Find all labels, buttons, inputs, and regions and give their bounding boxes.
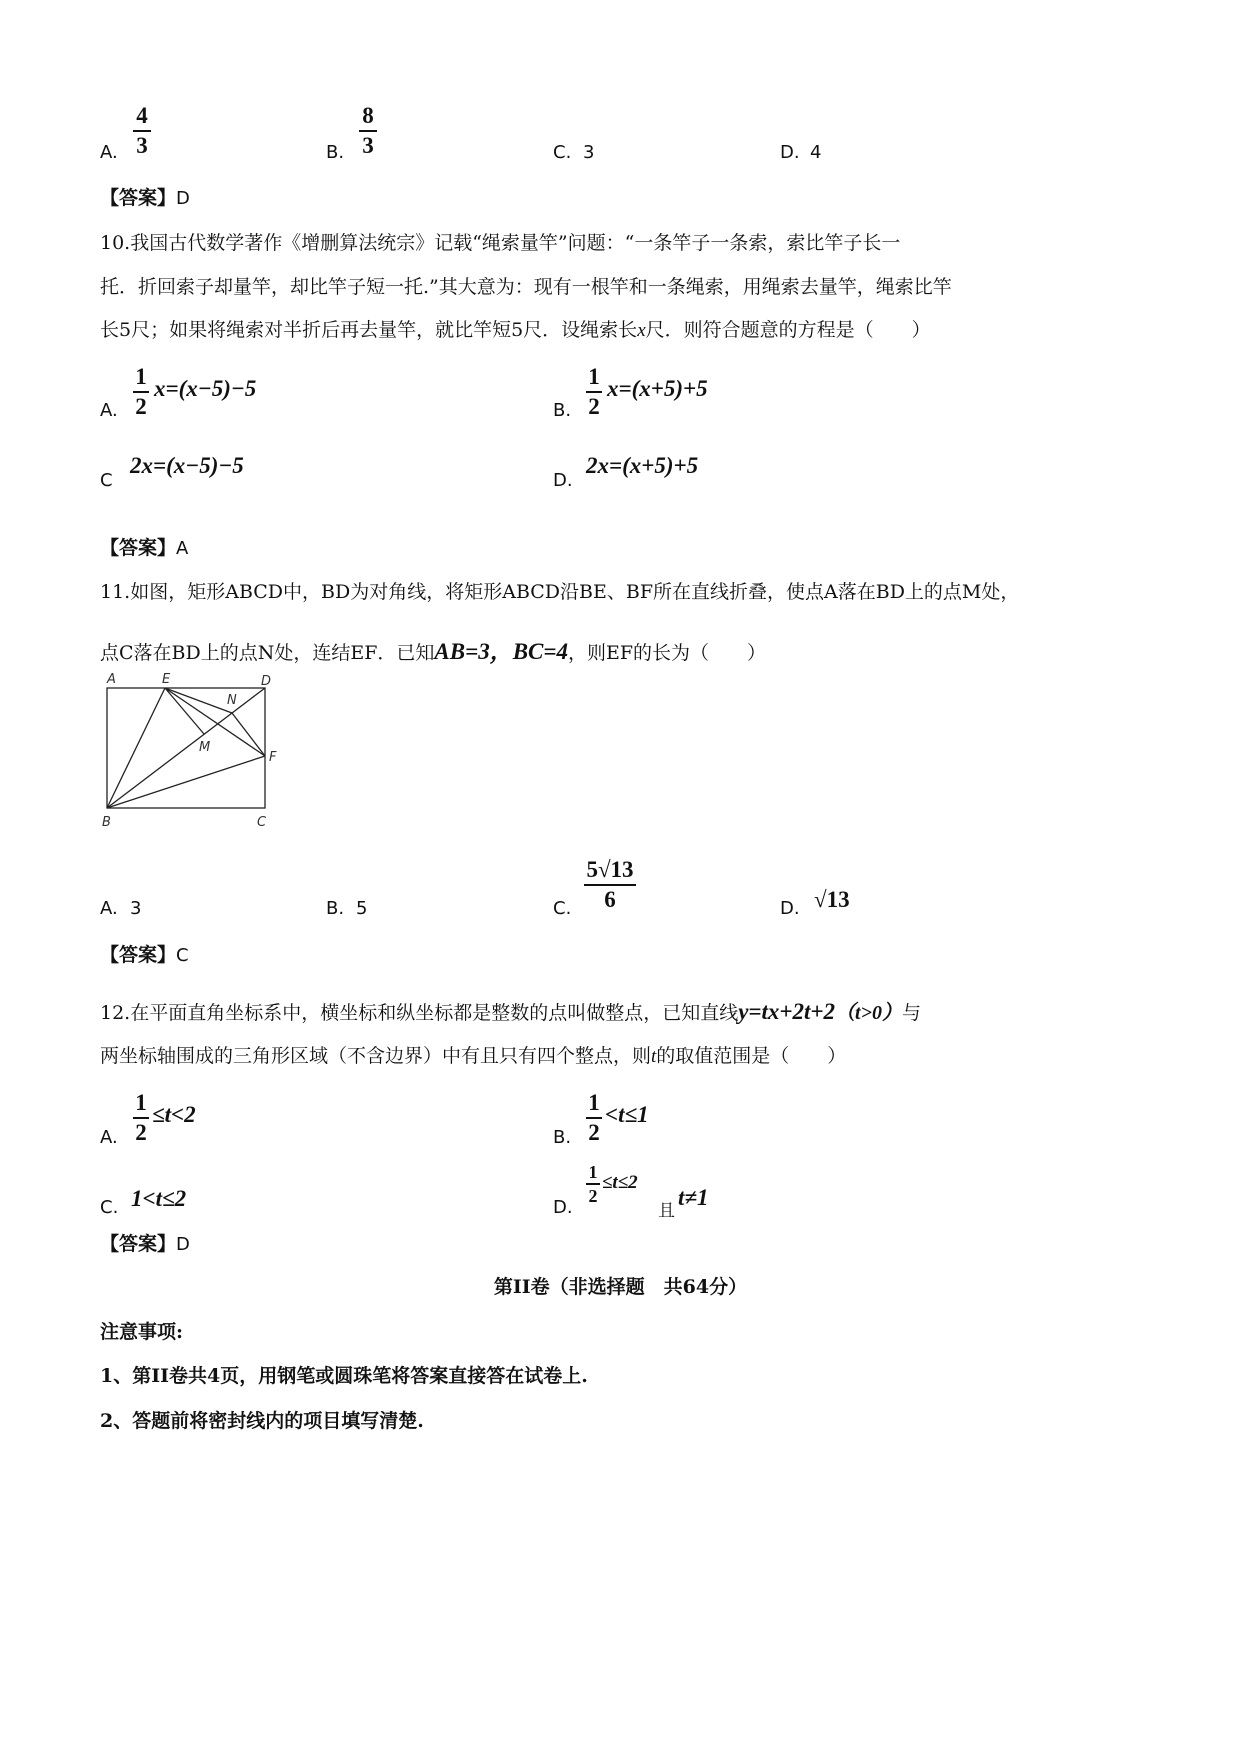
q9-option-a-label: A. — [100, 142, 118, 163]
q9-option-c-label: C. — [553, 142, 572, 163]
q9-option-c-value: 3 — [583, 142, 595, 163]
q12-answer: 【答案】D — [100, 1233, 190, 1255]
q11-option-a-label: A. — [100, 898, 118, 919]
q10-option-c-label: C — [100, 470, 113, 491]
q12-line-1: 12.在平面直角坐标系中，横坐标和纵坐标都是整数的点叫做整点，已知直线y=tx+2t+2（t>0）与 — [100, 999, 921, 1024]
q11-answer: 【答案】C — [100, 944, 189, 966]
figure-point-n: N — [227, 693, 237, 708]
q11-option-d-label: D. — [780, 898, 800, 919]
notes-title: 注意事项: — [100, 1321, 184, 1343]
figure-point-c: C — [257, 815, 267, 830]
q11-rectangle-figure — [98, 668, 298, 833]
q10-option-a-expr: x=(x−5)−5 — [154, 376, 257, 401]
note-2: 2、答题前将密封线内的项目填写清楚. — [100, 1410, 424, 1432]
q9-option-d-value: 4 — [810, 142, 822, 163]
q12-option-b-expr: <t≤1 — [605, 1102, 649, 1127]
q9-option-b-label: B. — [326, 142, 345, 163]
q12-option-d-label: D. — [553, 1197, 573, 1218]
figure-point-a: A — [107, 672, 116, 687]
q10-line-1: 10.我国古代数学著作《增删算法统宗》记载“绳索量竿”问题：“一条竿子一条索，索比竿子长一 — [100, 232, 901, 254]
q10-option-a-label: A. — [100, 400, 118, 421]
q10-line-2: 托．折回索子却量竿，却比竿子短一托.”其大意为：现有一根竿和一条绳索，用绳索去量竿，绳索比竿 — [100, 276, 952, 298]
q12-option-d-expr2: t≠1 — [678, 1185, 709, 1210]
figure-point-m: M — [199, 740, 211, 755]
q9-option-d-label: D. — [780, 142, 800, 163]
q11-line-2: 点C落在BD上的点N处，连结EF．已知AB=3，BC=4，则EF的长为（ ） — [100, 639, 767, 664]
q12-option-d-fraction: 1 2 — [586, 1162, 600, 1206]
q11-option-c-label: C. — [553, 898, 572, 919]
q12-option-d-expr: ≤t≤2 — [602, 1172, 638, 1193]
figure-point-f: F — [269, 750, 277, 765]
section-title: 第II卷（非选择题 共64分） — [493, 1276, 748, 1298]
q10-option-a-fraction: 1 2 — [133, 364, 149, 420]
q10-line-3: 长5尺；如果将绳索对半折后再去量竿，就比竿短5尺．设绳索长x尺．则符合题意的方程是（ ） — [100, 319, 931, 341]
q9-option-a-fraction: 4 3 — [133, 103, 151, 159]
q10-option-b-fraction: 1 2 — [586, 364, 602, 420]
q12-option-b-label: B. — [553, 1127, 572, 1148]
q11-option-a-value: 3 — [130, 898, 142, 919]
q12-option-b-fraction: 1 2 — [586, 1090, 602, 1146]
q12-option-c-expr: 1<t≤2 — [131, 1186, 187, 1211]
figure-point-e: E — [162, 672, 171, 687]
figure-point-d: D — [261, 674, 272, 689]
q10-option-d-label: D. — [553, 470, 573, 491]
q11-line-1: 11.如图，矩形ABCD中，BD为对角线，将矩形ABCD沿BE、BF所在直线折叠，使点A落在BD上的点M处， — [100, 581, 1020, 603]
q12-line-2: 两坐标轴围成的三角形区域（不含边界）中有且只有四个整点，则t的取值范围是（ ） — [100, 1045, 847, 1067]
q12-option-c-label: C. — [100, 1197, 119, 1218]
q10-answer: 【答案】A — [100, 537, 189, 559]
q9-answer: 【答案】D — [100, 187, 190, 209]
q10-option-c-expr: 2x=(x−5)−5 — [130, 453, 244, 478]
figure-point-b: B — [102, 815, 111, 830]
q12-option-a-label: A. — [100, 1127, 118, 1148]
q11-option-b-value: 5 — [356, 898, 368, 919]
q12-option-a-fraction: 1 2 — [133, 1090, 149, 1146]
q11-option-b-label: B. — [326, 898, 345, 919]
q10-option-b-label: B. — [553, 400, 572, 421]
q9-option-b-fraction: 8 3 — [359, 103, 377, 159]
note-1: 1、第II卷共4页，用钢笔或圆珠笔将答案直接答在试卷上. — [100, 1365, 588, 1387]
q11-option-d-expr: √13 — [814, 887, 850, 912]
q10-option-b-expr: x=(x+5)+5 — [607, 376, 708, 401]
q12-option-a-expr: ≤t<2 — [152, 1102, 196, 1127]
q11-option-c-fraction: 5√13 6 — [584, 857, 636, 913]
q12-option-d-joiner: 且 — [658, 1201, 675, 1221]
q10-option-d-expr: 2x=(x+5)+5 — [586, 453, 699, 478]
